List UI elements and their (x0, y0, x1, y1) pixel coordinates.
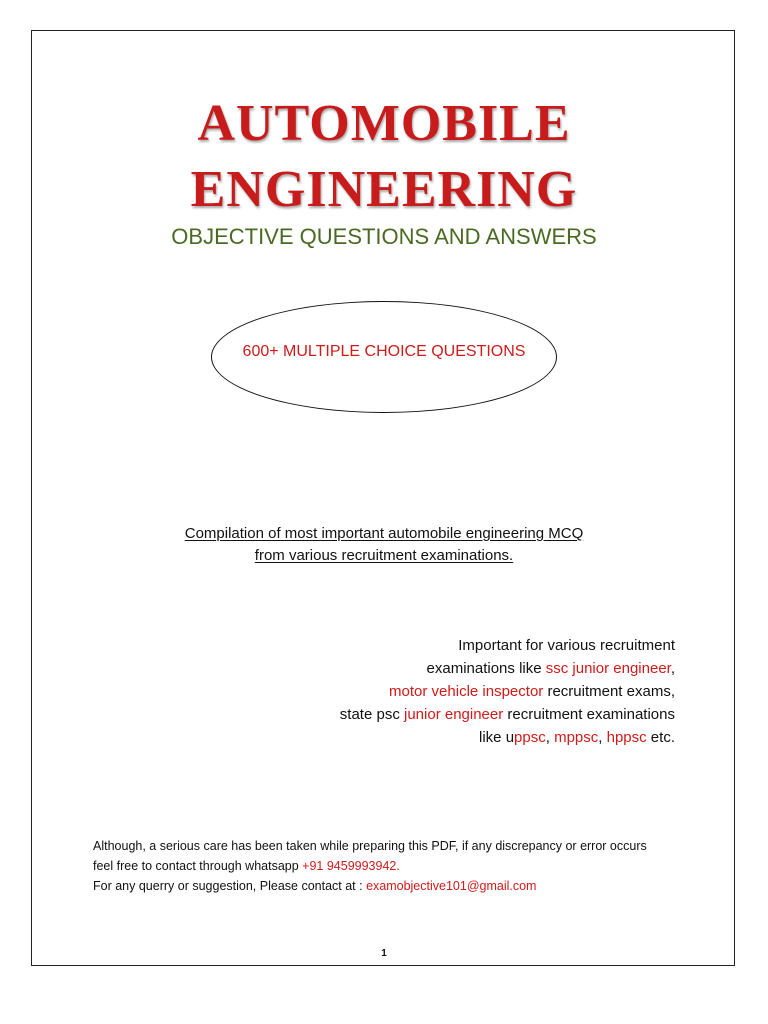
exams-line-3-suffix: recruitment exams, (543, 683, 675, 700)
exams-line-3 (340, 680, 675, 703)
exam-mppsc: mppsc (554, 729, 599, 746)
mcq-count-text: 600+ MULTIPLE CHOICE QUESTIONS (242, 343, 526, 360)
exams-line-4-suffix: recruitment examinations (503, 706, 675, 723)
exam-uppsc: ppsc (514, 729, 546, 746)
title-line-engineering: ENGINEERING (190, 161, 578, 218)
exam-ssc-je: ssc junior engineer (545, 660, 671, 677)
exams-line-4-prefix: state psc (339, 706, 404, 723)
compilation-line-1: Compilation of most important automobile engineering MCQ (184, 525, 584, 542)
contact-email-link[interactable]: examobjective101@gmail.com (366, 879, 537, 893)
exams-line-2-prefix: examinations like (426, 660, 546, 677)
page-number: 1 (381, 948, 387, 959)
disclaimer-block (93, 836, 647, 896)
target-exams-block (340, 634, 675, 749)
compilation-note (0, 523, 768, 567)
exam-hppsc: hppsc (606, 729, 647, 746)
exams-line-1 (340, 634, 675, 657)
exams-line-5-suffix: etc. (646, 729, 675, 746)
whatsapp-label: feel free to contact through whatsapp (93, 859, 303, 873)
exams-line-4 (340, 703, 675, 726)
compilation-line-2: from various recruitment examinations. (254, 547, 514, 564)
exams-sep-2: , (598, 729, 607, 746)
disclaimer-line-2-suffix: . (396, 859, 400, 873)
exams-line-1-text: Important for various recruitment (458, 637, 675, 654)
disclaimer-line-3 (93, 876, 647, 896)
exams-line-5 (340, 726, 675, 749)
title-line-automobile: AUTOMOBILE (197, 95, 571, 152)
whatsapp-number[interactable]: +91 9459993942 (302, 859, 397, 873)
exams-line-2-suffix: , (670, 660, 675, 677)
disclaimer-line-1: Although, a serious care has been taken while preparing this PDF, if any discrepancy or error occurs (93, 839, 647, 853)
exam-psc-je: junior engineer (404, 706, 504, 723)
email-label: For any querry or suggestion, Please contact at : (93, 879, 367, 893)
exams-sep-1: , (545, 729, 555, 746)
exam-mvi: motor vehicle inspector (389, 683, 544, 700)
subtitle: OBJECTIVE QUESTIONS AND ANSWERS (171, 224, 597, 249)
exams-line-2 (340, 657, 675, 680)
disclaimer-line-2 (93, 856, 647, 876)
exams-line-5-prefix: like u (479, 729, 515, 746)
